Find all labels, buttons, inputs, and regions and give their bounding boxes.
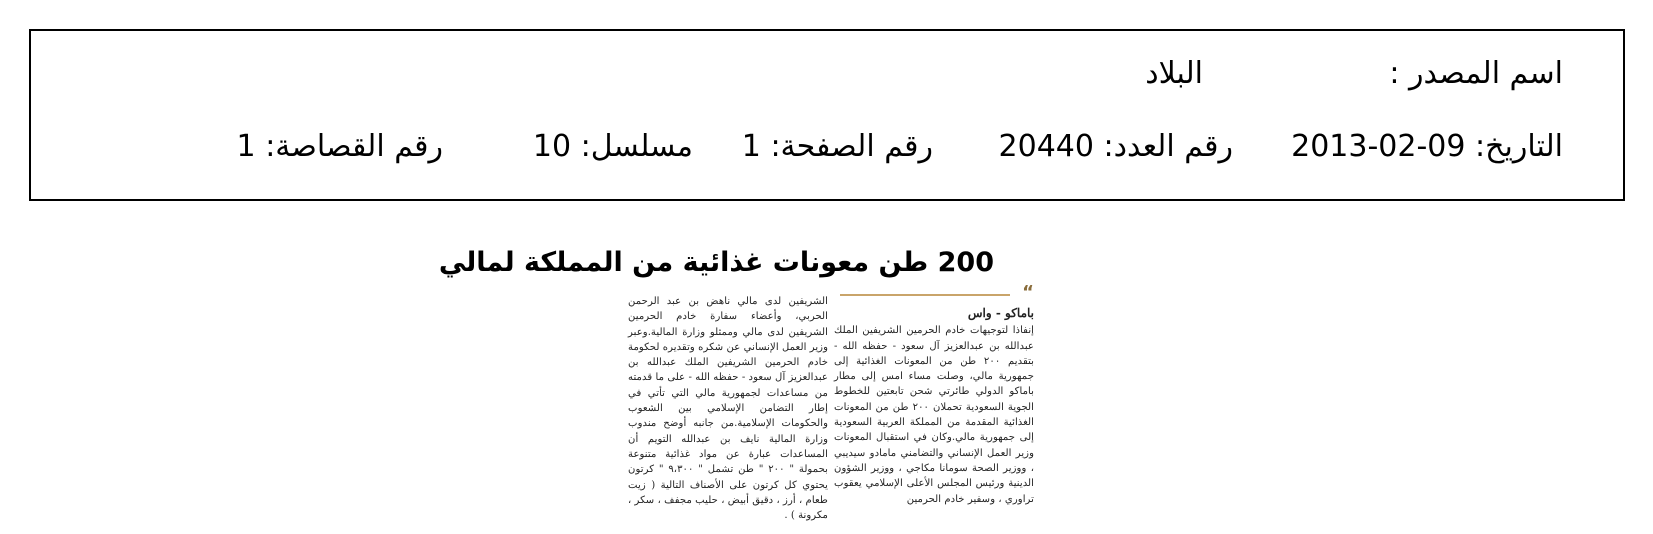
article-body-right: إنفاذا لتوجيهات خادم الحرمين الشريفين الملك عبدالله بن عبدالعزيز آل سعود - حفظه الله - بتقديم ٢٠٠ طن من المعونات الغذائية إلى جمهورية مالي، وصلت مساء امس إلى مطار باماكو الدولي طائرتي شحن تابعتين للخطوط الجوية السعودية تحملان ٢٠٠ طن من المعونات الغذائية المقدمة من المملكة العربية السعودية إلى جمهورية مالي.وكان في استقبال المعونات وزير العمل الإنساني والتضامني مامادو سيديبي ، ووزير الصحة سومانا مكاجي ، ووزير الشؤون الدينية ورئيس المجلس الأعلى الإسلامي يعقوب تراوري ، وسفير خادم الحرمين: [834, 325, 1035, 505]
page-value: 1: [741, 129, 761, 164]
date-label: التاريخ:: [1475, 129, 1563, 164]
serial-label: مسلسل:: [580, 129, 693, 164]
clip-number-value: 1: [236, 129, 256, 164]
newspaper-clipping: [438, 246, 1038, 522]
article-body-left: الشريفين لدى مالي ناهض بن عبد الرحمن الحربي، وأعضاء سفارة خادم الحرمين الشريفين لدى مالي وممثلو وزارة المالية.وعبر وزير العمل الإنساني عن شكره وتقديره لحكومة خادم الحرمين الشريفين الملك عبدالله بن عبدالعزيز آل سعود - حفظه الله - على ما قدمته من مساعدات لجمهورية مالي التي تأتي في إطار التضامن الإسلامي بين الشعوب والحكومات الإسلامية.من جانبه أوضح مندوب وزارة المالية نايف بن عبدالله التويم أن المساعدات عبارة عن مواد غذائية متنوعة بحمولة " ٢٠٠ " طن تشمل " ٩،٣٠٠ " كرتون يحتوي كل كرتون على الأصناف التالية ( زيت طعام ، أرز ، دقيق أبيض ، حليب مجفف ، سكر ، مكرونة ) .: [628, 296, 828, 522]
serial-field: [533, 129, 693, 164]
article-title: 200 طن معونات غذائية من المملكة لمالي: [438, 247, 994, 278]
date-field: [1291, 129, 1563, 164]
page-label: رقم الصفحة:: [770, 129, 933, 164]
clip-number-field: [237, 129, 443, 164]
date-value: 2013-02-09: [1291, 129, 1466, 164]
issue-value: 20440: [998, 129, 1094, 164]
article-byline: باماكو - واس: [967, 306, 1034, 320]
issue-field: [999, 129, 1233, 164]
article-column-right: [834, 296, 1034, 507]
quote-mark-icon: “: [1022, 282, 1034, 303]
serial-value: 10: [532, 129, 572, 164]
source-value: البلاد: [1145, 56, 1203, 91]
clip-number-label: رقم القصاصة:: [265, 129, 443, 164]
page-field: [742, 129, 933, 164]
source-label: اسم المصدر :: [1389, 56, 1563, 91]
article-column-left: [628, 294, 828, 523]
clipping-metadata-box: [29, 29, 1625, 201]
issue-label: رقم العدد:: [1103, 129, 1233, 164]
